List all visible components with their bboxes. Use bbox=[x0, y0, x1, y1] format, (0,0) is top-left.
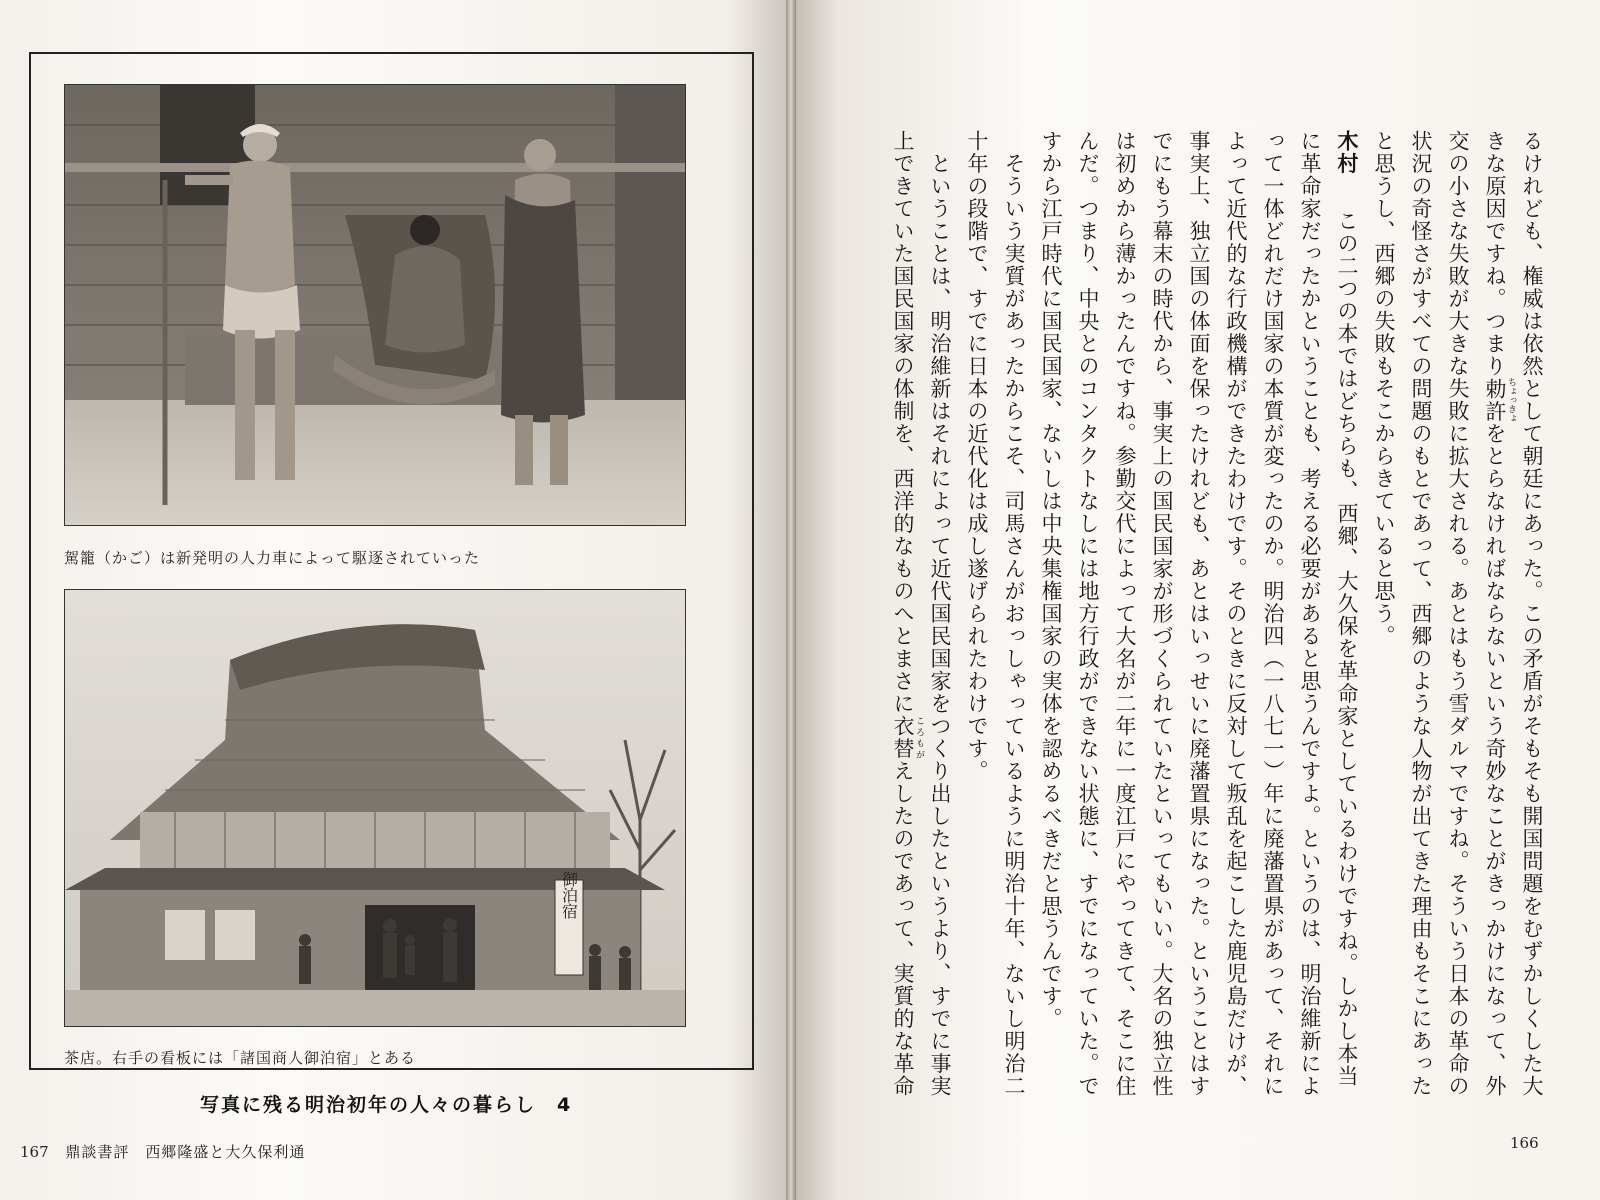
paragraph-1-text: るけれども、権威は依然として朝廷にあった。この矛盾がそもそも開国問題をむずかしくした大きな原因ですね。つまり bbox=[1483, 130, 1544, 1098]
running-title: 鼎談書評 西郷隆盛と大久保利通 bbox=[65, 1143, 306, 1161]
page-number-right: 166 bbox=[1510, 1134, 1539, 1152]
plate-title: 写真に残る明治初年の人々の暮らし 4 bbox=[200, 1094, 573, 1116]
paragraph-1-tail: をとらなければならないという奇妙なことがきっかけになって、外 bbox=[1483, 422, 1507, 1098]
paragraph-5-tail: えしたのであって、実質的な革命 bbox=[891, 760, 915, 1098]
shop-sign-text: 御泊宿 bbox=[559, 871, 579, 919]
book-spine bbox=[786, 0, 796, 1200]
paragraph-3 bbox=[1032, 130, 1365, 1110]
teahouse-photo bbox=[64, 589, 686, 1027]
paragraph-1 bbox=[1476, 130, 1550, 1110]
speaker-name: 木村 bbox=[1335, 130, 1359, 175]
teahouse-photo-caption: 茶店。右手の看板には「諸国商人御泊宿」とある bbox=[64, 1049, 417, 1067]
ruby-chokkyo-reading: ちょっきょ bbox=[1506, 377, 1516, 423]
kago-photo-caption: 駕籠（かご）は新発明の人力車によって駆逐されていった bbox=[64, 549, 481, 567]
paragraph-4 bbox=[958, 130, 1032, 1110]
ruby-koromogae bbox=[891, 715, 924, 760]
vertical-body-text bbox=[875, 130, 1550, 1110]
ruby-chokkyo bbox=[1483, 377, 1516, 423]
paragraph-5-text: ということは、明治維新はそれによって近代国民国家をつくり出したというより、すでに事実上できていた国民国家の体制を、西洋的なものへとまさに bbox=[891, 130, 952, 1098]
paragraph-5 bbox=[884, 130, 958, 1110]
ruby-koromogae-base: 衣替 bbox=[891, 715, 915, 760]
paragraph-3-text: この二つの本ではどちらも、西郷、大久保を革命家としているわけですね。しかし本当に革命家だったかということも、考える必要があると思うんですよ。というのは、明治維新によって一体どれだけ国家の本質が変ったのか。明治四（一八七一）年に廃藩置県があって、それによって近代的な行政機構ができたわけです。そのときに反対して叛乱を起こした鹿児島だけが、事実上、独立国の体面を保ったけれども、あとはいっせいに廃藩置県になった。ということはすでにもう幕末の時代から、事実上の国民国家が形づくられていたといってもいい。大名の独立性は初めから薄かったんですね。参勤交代によって大名が二年に一度江戸にやってきて、そこに住んだ。つまり、中央とのコンタクトなしには地方行政ができない状態に、すでになっていた。ですから江戸時代に国民国家、ないしは中央集権国家の実体を認めるべきだと思うんです。 bbox=[1039, 130, 1359, 1098]
left-page-footer bbox=[20, 1141, 305, 1162]
ruby-chokkyo-base: 勅許 bbox=[1483, 377, 1507, 423]
paragraph-2: 交の小さな失敗が大きな失敗に拡大される。あとはもう雪ダルマですね。そういう日本の革命の状況の奇怪さがすべての問題のもとであって、西郷のような人物が出てきた理由もそこにあったと思うし、西郷の失敗もそこからきていると思う。 bbox=[1372, 130, 1470, 1098]
kago-photo bbox=[64, 84, 686, 526]
ruby-koromogae-reading: ころもが bbox=[914, 715, 924, 760]
page-number-left: 167 bbox=[20, 1143, 49, 1161]
paragraph-4-text: そういう実質があったからこそ、司馬さんがおっしゃっているように明治十年、ないし明治二十年の段階で、すでに日本の近代化は成し遂げられたわけです。 bbox=[965, 130, 1026, 1098]
